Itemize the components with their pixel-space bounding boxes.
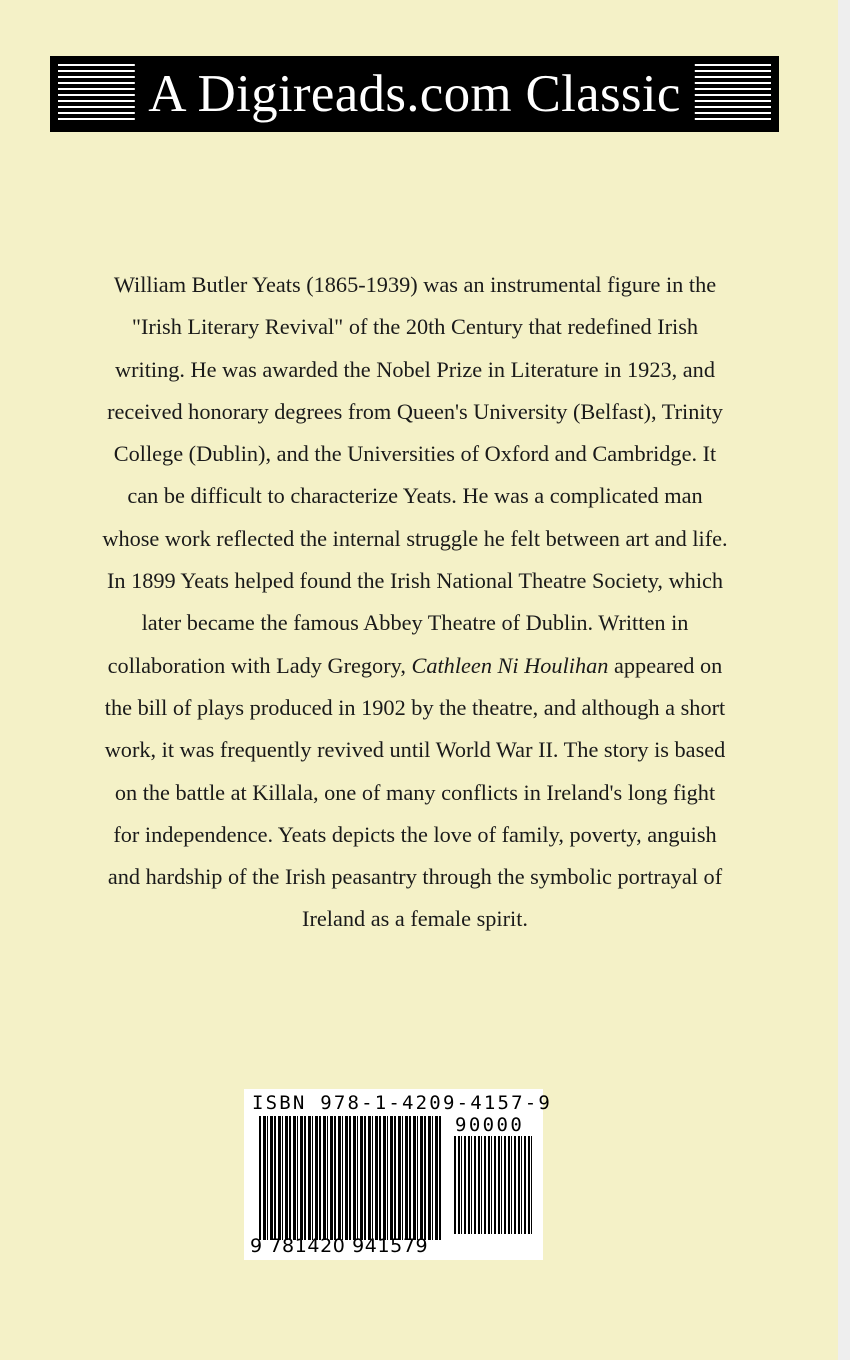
addon-bars [454, 1136, 534, 1234]
description-text-part-2: appeared on the bill of plays produced in 1902 by the theatre, and although a short work, it was frequently revived until World War II. The story is based on the battle at Killala, one of many conflicts in Ireland's long fight for independence. Yeats depicts the love of family, poverty, anguish and hardship of the Irish peasantry through the symbolic portrayal of Ireland as a female spirit. [104, 652, 726, 932]
book-description [100, 264, 730, 941]
isbn-label: ISBN 978-1-4209-4157-9 [252, 1092, 553, 1114]
publisher-banner [50, 56, 779, 132]
ean-digits: 9 781420 941579 [250, 1235, 429, 1257]
spine-edge [838, 0, 850, 1360]
banner-title: A Digireads.com Classic [134, 62, 694, 126]
price-code: 90000 [455, 1114, 525, 1136]
description-text-part-1: William Butler Yeats (1865-1939) was an instrumental figure in the "Irish Literary Revival" of the 20th Century that redefined Irish writing. He was awarded the Nobel Prize in Literature in 1923, and received honorary degrees from Queen's University (Belfast), Trinity College (Dublin), and the Universities of Oxford and Cambridge. It can be difficult to characterize Yeats. He was a complicated man whose work reflected the internal struggle he felt between art and life. In 1899 Yeats helped found the Irish National Theatre Society, which later became the famous Abbey Theatre of Dublin. Written in collaboration with Lady Gregory, [102, 272, 728, 678]
book-title-italic: Cathleen Ni Houlihan [411, 652, 609, 678]
isbn-barcode [244, 1089, 553, 1260]
ean-bars [259, 1116, 441, 1240]
